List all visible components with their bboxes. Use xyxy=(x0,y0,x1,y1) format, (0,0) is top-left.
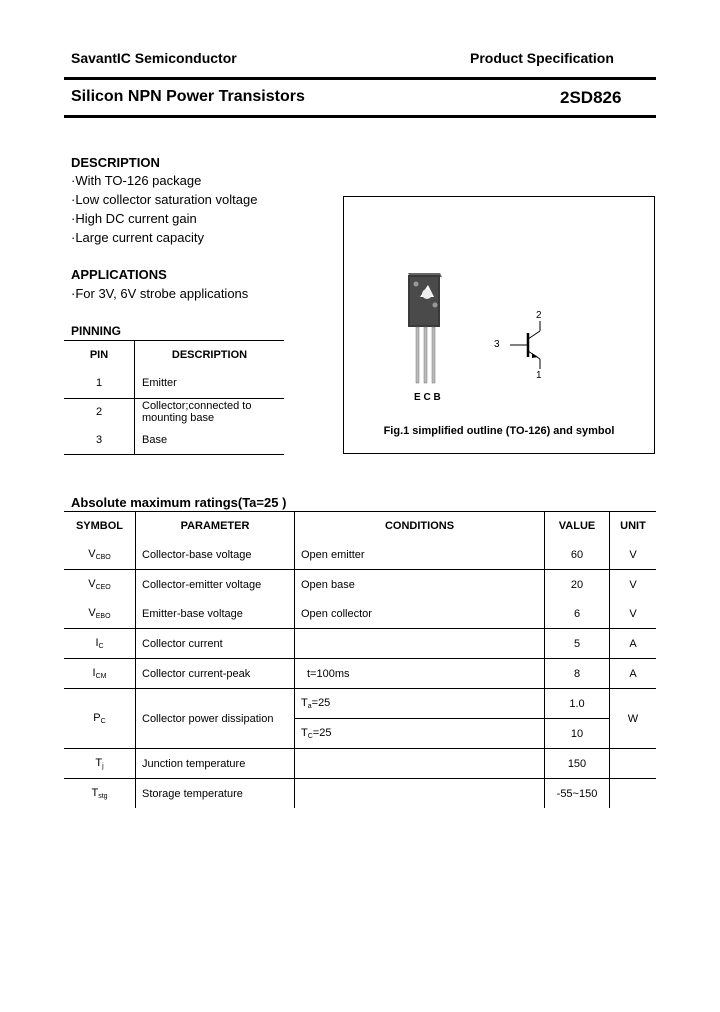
applications-title: APPLICATIONS xyxy=(71,267,167,282)
conditions-cell: Open emitter xyxy=(295,540,545,570)
conditions-cell xyxy=(295,749,545,779)
symbol-pin-base: 3 xyxy=(494,339,500,350)
value-cell: 1.0 xyxy=(545,689,610,719)
figure-caption: Fig.1 simplified outline (TO-126) and symbol xyxy=(383,425,615,437)
unit-header: UNIT xyxy=(620,520,646,532)
header-rule-top xyxy=(64,77,656,80)
symbol-cell: $V_{EBO}$ xyxy=(64,599,136,629)
pin-description: Base xyxy=(142,433,168,446)
part-number: 2SD826 xyxy=(560,88,622,107)
symbol-pin-collector: 2 xyxy=(536,310,542,321)
unit-cell xyxy=(610,779,657,809)
parameter-cell: Collector-base voltage xyxy=(136,540,295,570)
company-name: SavantIC Semiconductor xyxy=(71,50,237,66)
description-item: ·High DC current gain xyxy=(71,211,197,226)
value-cell: 150 xyxy=(545,749,610,779)
unit-cell: V xyxy=(629,548,637,561)
parameter-cell: Emitter-base voltage xyxy=(136,599,295,629)
table-row xyxy=(64,659,656,689)
symbol-cell: $T_j$ xyxy=(64,749,136,779)
table-row xyxy=(64,779,656,809)
pinning-table xyxy=(64,340,284,455)
value-cell: 6 xyxy=(545,599,610,629)
conditions-cell xyxy=(295,629,545,659)
pin-number: 1 xyxy=(64,369,135,398)
value-cell: 10 xyxy=(545,719,610,749)
symbol-cell: $I_{CM}$ xyxy=(64,659,136,689)
symbol-cell: $V_{CEO}$ xyxy=(64,570,136,600)
unit-cell: V xyxy=(629,607,637,620)
value-cell: 20 xyxy=(545,570,610,600)
table-row xyxy=(64,540,656,570)
unit-cell: V xyxy=(610,570,657,600)
npn-transistor-symbol-icon xyxy=(344,197,654,453)
description-item: ·Large current capacity xyxy=(71,230,204,245)
value-header: VALUE xyxy=(545,512,610,541)
parameter-cell: Storage temperature xyxy=(136,779,295,809)
value-cell: 8 xyxy=(545,659,610,689)
value-cell: 5 xyxy=(545,629,610,659)
ratings-title: Absolute maximum ratings(Ta=25 ) xyxy=(71,495,287,510)
document-title: Silicon NPN Power Transistors xyxy=(71,88,305,105)
pin-description: Emitter xyxy=(142,377,177,390)
pin-number: 2 xyxy=(64,398,135,426)
table-row xyxy=(64,570,656,600)
document-type: Product Specification xyxy=(470,50,614,66)
pin-header: PIN xyxy=(64,341,135,370)
parameter-cell: Junction temperature xyxy=(136,749,295,779)
description-title: DESCRIPTION xyxy=(71,155,160,170)
pin-number: 3 xyxy=(64,426,135,454)
table-row xyxy=(64,629,656,659)
unit-cell: A xyxy=(610,629,657,659)
parameter-cell: Collector current-peak xyxy=(136,659,295,689)
unit-cell: A xyxy=(610,659,657,689)
table-row xyxy=(64,749,656,779)
symbol-cell: $V_{CBO}$ xyxy=(64,540,136,570)
pinning-title: PINNING xyxy=(71,324,122,338)
parameter-header: PARAMETER xyxy=(136,512,295,541)
value-cell: 60 xyxy=(545,540,610,570)
symbol-header: SYMBOL xyxy=(64,512,136,541)
parameter-cell: Collector power dissipation xyxy=(136,689,295,749)
unit-cell xyxy=(610,749,657,779)
header-rule-bottom xyxy=(64,115,656,118)
conditions-cell: Open collector xyxy=(295,599,545,629)
conditions-cell: Open base xyxy=(295,570,545,600)
value-cell: -55~150 xyxy=(545,779,610,809)
parameter-cell: Collector-emitter voltage xyxy=(136,570,295,600)
table-row xyxy=(64,689,656,719)
figure-box xyxy=(343,196,655,454)
conditions-header: CONDITIONS xyxy=(295,512,545,541)
symbol-pin-emitter: 1 xyxy=(536,370,542,381)
ratings-table xyxy=(64,511,656,808)
description-item: ·With TO-126 package xyxy=(71,173,202,188)
conditions-cell xyxy=(295,779,545,809)
pin-desc-header: DESCRIPTION xyxy=(171,349,248,361)
conditions-cell: $T_C=25$ xyxy=(295,719,545,749)
parameter-cell: Collector current xyxy=(136,629,295,659)
conditions-cell: t=100ms xyxy=(295,659,545,689)
symbol-cell: $P_C$ xyxy=(64,689,136,749)
lead-labels: E C B xyxy=(414,392,441,403)
unit-cell: W xyxy=(610,689,657,749)
pin-description: Collector;connected to mounting base xyxy=(142,400,252,425)
description-list xyxy=(71,171,257,247)
conditions-cell: $T_a=25$ xyxy=(295,689,545,719)
description-item: ·Low collector saturation voltage xyxy=(71,192,258,207)
symbol-cell: $T_{stg}$ xyxy=(64,779,136,809)
symbol-cell: $I_C$ xyxy=(64,629,136,659)
table-row xyxy=(64,599,656,629)
applications-item: ·For 3V, 6V strobe applications xyxy=(71,286,249,301)
